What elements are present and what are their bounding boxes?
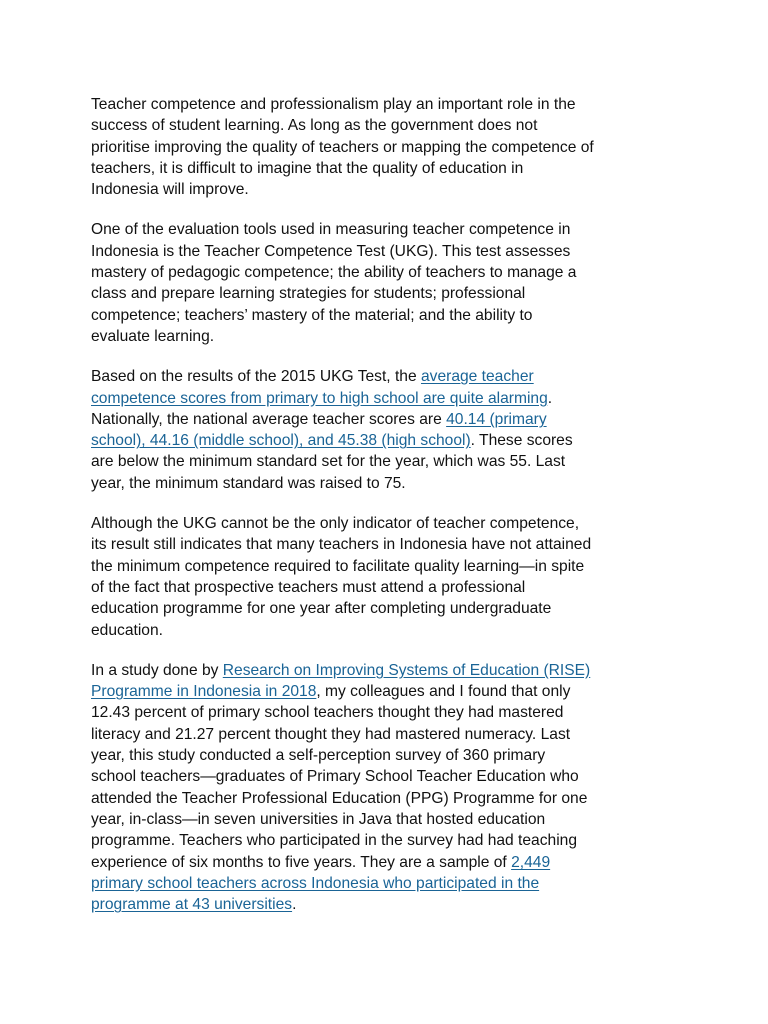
- text-run: .: [547, 389, 553, 407]
- text-line: [91, 745, 691, 766]
- text-line: [91, 681, 691, 702]
- text-line: [91, 326, 691, 347]
- text-line: [91, 724, 691, 745]
- document-body: [91, 94, 691, 934]
- text-line: [91, 137, 691, 158]
- text-run: In a study done by: [91, 661, 223, 679]
- text-line: [91, 219, 691, 240]
- link-rise-programme[interactable]: Research on Improving Systems of Education (RISE): [222, 661, 591, 679]
- text-line: [91, 451, 691, 472]
- text-line: [91, 366, 691, 387]
- link-2449-teachers[interactable]: primary school teachers across Indonesia who participated in the: [91, 874, 540, 892]
- text-line: [91, 788, 691, 809]
- text-run: teachers, it is difficult to imagine that the quality of education in: [91, 159, 524, 177]
- link-average-teacher-scores[interactable]: competence scores from primary to high school are quite alarming: [91, 389, 548, 407]
- text-run: One of the evaluation tools used in measuring teacher competence in: [91, 221, 571, 239]
- link-national-scores[interactable]: 40.14 (primary: [446, 410, 547, 428]
- text-line: [91, 809, 691, 830]
- text-run: success of student learning. As long as the government does not: [91, 117, 538, 135]
- text-line: [91, 305, 691, 326]
- text-line: [91, 766, 691, 787]
- text-run: Indonesia is the Teacher Competence Test (UKG). This test assesses: [91, 242, 571, 260]
- text-run: .: [292, 896, 297, 914]
- text-run: attended the Teacher Professional Education (PPG) Programme for one: [91, 789, 588, 807]
- text-run: competence; teachers’ mastery of the material; and the ability to: [91, 306, 533, 324]
- text-run: are below the minimum standard set for the year, which was 55. Last: [91, 453, 566, 471]
- text-line: [91, 94, 691, 115]
- text-run: prioritise improving the quality of teachers or mapping the competence of: [91, 138, 594, 156]
- text-run: evaluate learning.: [91, 327, 215, 345]
- text-run: school teachers—graduates of Primary School Teacher Education who: [91, 768, 579, 786]
- text-line: [91, 388, 691, 409]
- text-line: [91, 534, 691, 555]
- text-line: [91, 241, 691, 262]
- link-2449-teachers[interactable]: 2,449: [511, 853, 551, 871]
- text-run: Although the UKG cannot be the only indicator of teacher competence,: [91, 515, 580, 533]
- text-run: programme. Teachers who participated in the survey had had teaching: [91, 832, 578, 850]
- link-national-scores[interactable]: school), 44.16 (middle school), and 45.38 (high school): [91, 432, 471, 450]
- paragraph-5: [91, 660, 691, 916]
- text-run: 12.43 percent of primary school teachers thought they had mastered: [91, 704, 564, 722]
- text-line: [91, 283, 691, 304]
- text-line: [91, 852, 691, 873]
- text-run: year, this study conducted a self-perception survey of 360 primary: [91, 747, 546, 765]
- text-line: [91, 620, 691, 641]
- text-line: [91, 660, 691, 681]
- paragraph-3: [91, 366, 691, 494]
- link-rise-programme[interactable]: Programme in Indonesia in 2018: [91, 683, 317, 701]
- paragraph-1: [91, 94, 691, 200]
- text-run: , my colleagues and I found that only: [316, 683, 571, 701]
- text-run: its result still indicates that many teachers in Indonesia have not attained: [91, 536, 592, 554]
- text-run: literacy and 21.27 percent thought they had mastered numeracy. Last: [91, 725, 571, 743]
- text-run: Teacher competence and professionalism play an important role in the: [91, 96, 576, 113]
- text-line: [91, 179, 691, 200]
- text-line: [91, 262, 691, 283]
- text-line: [91, 473, 691, 494]
- link-average-teacher-scores[interactable]: average teacher: [420, 368, 534, 386]
- text-line: [91, 430, 691, 451]
- text-line: [91, 873, 691, 894]
- text-line: [91, 158, 691, 179]
- text-run: the minimum competence required to facilitate quality learning—in spite: [91, 557, 585, 575]
- text-line: [91, 894, 691, 915]
- text-run: class and prepare learning strategies for students; professional: [91, 285, 526, 303]
- text-run: experience of six months to five years. They are a sample of: [91, 853, 512, 871]
- text-line: [91, 702, 691, 723]
- text-line: [91, 115, 691, 136]
- text-line: [91, 409, 691, 430]
- text-run: Indonesia will improve.: [91, 181, 249, 199]
- text-run: Based on the results of the 2015 UKG Test, the: [91, 368, 421, 386]
- text-line: [91, 598, 691, 619]
- text-line: [91, 577, 691, 598]
- text-run: year, in-class—in seven universities in Java that hosted education: [91, 810, 546, 828]
- link-2449-teachers[interactable]: programme at 43 universities: [91, 896, 293, 914]
- text-line: [91, 513, 691, 534]
- paragraph-2: [91, 219, 691, 347]
- text-run: mastery of pedagogic competence; the ability of teachers to manage a: [91, 264, 577, 282]
- text-run: of the fact that prospective teachers must attend a professional: [91, 578, 526, 596]
- text-run: education programme for one year after completing undergraduate: [91, 600, 552, 618]
- text-run: year, the minimum standard was raised to 75.: [91, 474, 406, 492]
- text-line: [91, 556, 691, 577]
- text-run: education.: [91, 621, 163, 639]
- text-run: Nationally, the national average teacher scores are: [91, 410, 447, 428]
- paragraph-4: [91, 513, 691, 641]
- text-line: [91, 830, 691, 851]
- text-run: . These scores: [470, 432, 573, 450]
